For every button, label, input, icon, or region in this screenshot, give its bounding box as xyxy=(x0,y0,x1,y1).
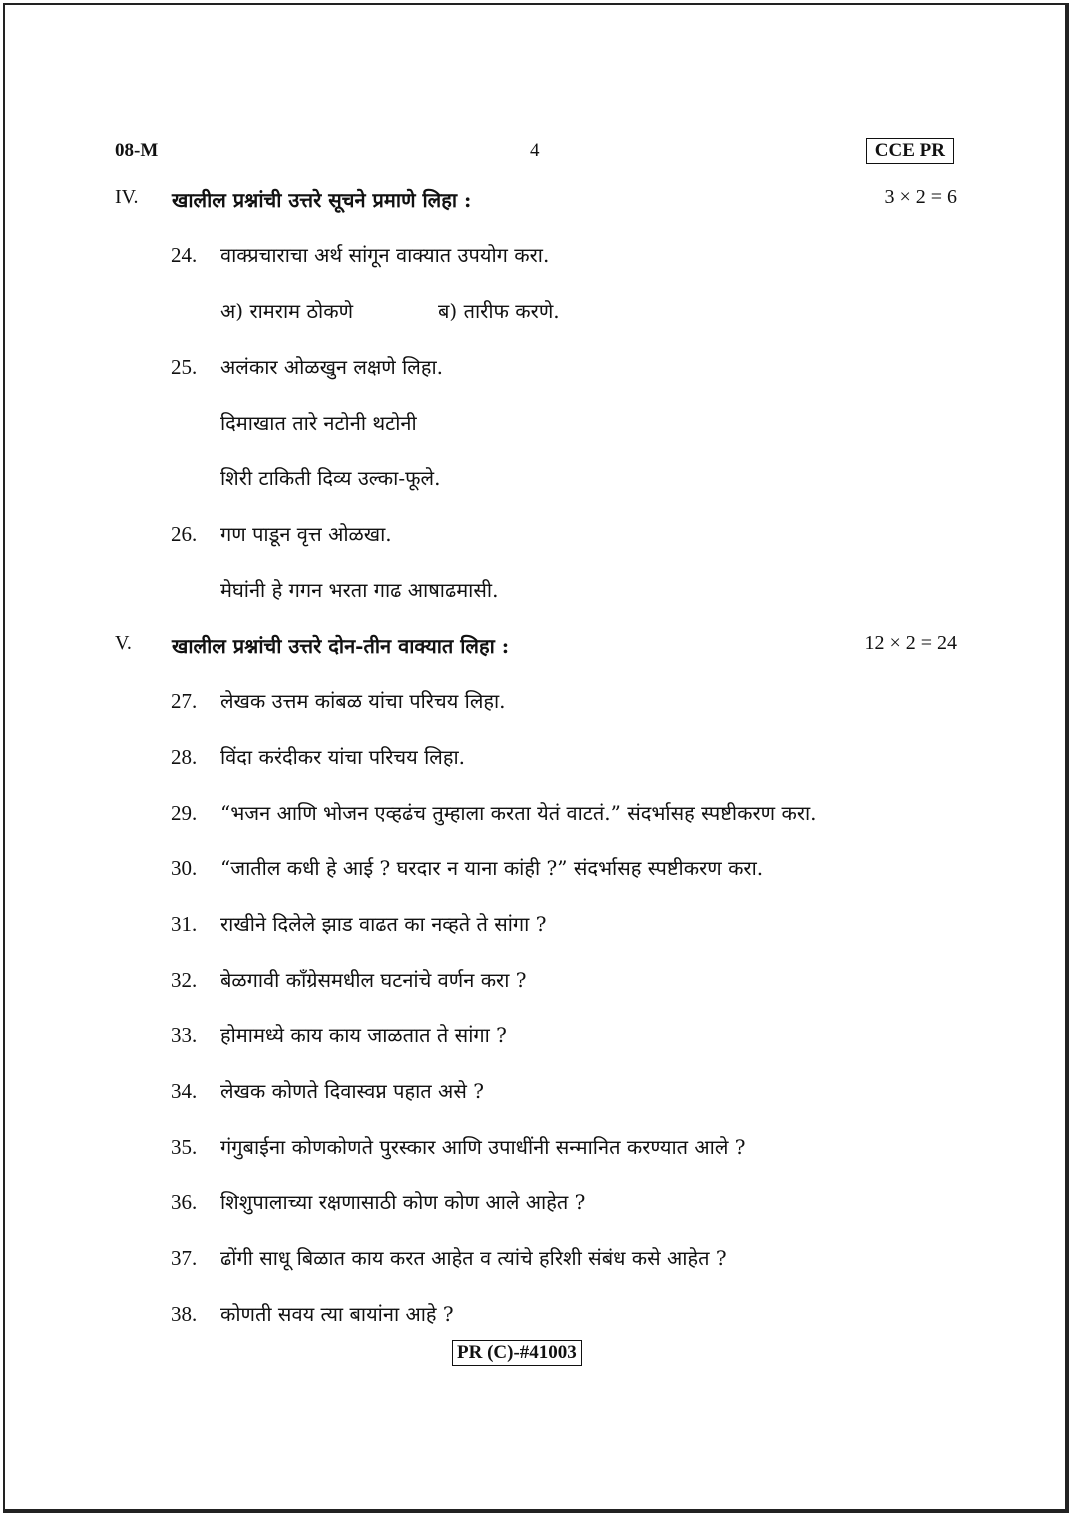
question-number: 32. xyxy=(171,968,198,992)
question-text: कोणती सवय त्या बायांना आहे ? xyxy=(220,1302,454,1326)
footer-code-badge: PR (C)-#41003 xyxy=(452,1340,582,1366)
question-text: राखीने दिलेले झाड वाढत का नव्हते ते सांगा ? xyxy=(220,912,547,936)
section-iv-heading xyxy=(115,186,957,216)
poem-line: दिमाखात तारे नटोनी थटोनी xyxy=(220,411,417,435)
question-30 xyxy=(171,854,763,881)
question-text: गण पाडून वृत्त ओळखा. xyxy=(220,522,392,546)
question-24-options xyxy=(220,297,560,324)
section-title: खालील प्रश्नांची उत्तरे सूचने प्रमाणे लिहा : xyxy=(172,188,472,212)
question-34 xyxy=(171,1077,484,1104)
section-number: IV. xyxy=(115,186,139,208)
question-number: 31. xyxy=(171,912,198,936)
question-number: 25. xyxy=(171,355,198,379)
question-text: अलंकार ओळखुन लक्षणे लिहा. xyxy=(220,355,444,379)
question-26 xyxy=(171,520,392,547)
poem-line: मेघांनी हे गगन भरता गाढ आषाढमासी. xyxy=(220,578,499,602)
question-text: वाक्प्रचाराचा अर्थ सांगून वाक्यात उपयोग करा. xyxy=(220,243,550,267)
question-number: 36. xyxy=(171,1190,198,1214)
question-24 xyxy=(171,241,549,268)
question-35 xyxy=(171,1133,746,1160)
question-text: शिशुपालाच्या रक्षणासाठी कोण कोण आले आहेत ? xyxy=(220,1190,586,1214)
question-number: 24. xyxy=(171,243,198,267)
question-29 xyxy=(171,799,817,826)
question-number: 26. xyxy=(171,522,198,546)
section-v-heading xyxy=(115,632,957,662)
question-text: ढोंगी साधू बिळात काय करत आहेत व त्यांचे हरिशी संबंध कसे आहेत ? xyxy=(220,1246,727,1270)
section-marks: 3 × 2 = 6 xyxy=(884,186,957,208)
paper-code: 08-M xyxy=(115,140,159,161)
question-number: 34. xyxy=(171,1079,198,1103)
question-25 xyxy=(171,353,443,380)
question-text: बेळगावी कॉंग्रेसमधील घटनांचे वर्णन करा ? xyxy=(220,968,527,992)
question-27 xyxy=(171,687,506,714)
page-border xyxy=(3,3,1069,1513)
page-number: 4 xyxy=(530,140,540,161)
question-number: 37. xyxy=(171,1246,198,1270)
question-number: 28. xyxy=(171,745,198,769)
question-text: गंगुबाईना कोणकोणते पुरस्कार आणि उपाधींनी सन्मानित करण्यात आले ? xyxy=(220,1135,746,1159)
question-text: होमामध्ये काय काय जाळतात ते सांगा ? xyxy=(220,1023,507,1047)
section-number: V. xyxy=(115,632,132,654)
question-text: “भजन आणि भोजन एव्हढंच तुम्हाला करता येतं वाटतं.” संदर्भासह स्पष्टीकरण करा. xyxy=(220,801,817,825)
question-text: लेखक कोणते दिवास्वप्न पहात असे ? xyxy=(220,1079,484,1103)
question-number: 33. xyxy=(171,1023,198,1047)
question-36 xyxy=(171,1188,585,1215)
poem-line: शिरी टाकिती दिव्य उल्का-फूले. xyxy=(220,466,441,490)
question-text: विंदा करंदीकर यांचा परिचय लिहा. xyxy=(220,745,465,769)
series-badge: CCE PR xyxy=(866,138,954,164)
option-b: ब) तारीफ करणे. xyxy=(438,299,560,323)
question-28 xyxy=(171,743,465,770)
question-32 xyxy=(171,966,527,993)
question-number: 27. xyxy=(171,689,198,713)
question-33 xyxy=(171,1021,507,1048)
question-37 xyxy=(171,1244,727,1271)
question-31 xyxy=(171,910,546,937)
question-text: “जातील कधी हे आई ? घरदार न याना कांही ?” संदर्भासह स्पष्टीकरण करा. xyxy=(220,856,764,880)
question-number: 30. xyxy=(171,856,198,880)
option-a: अ) रामराम ठोकणे xyxy=(220,299,354,323)
section-marks: 12 × 2 = 24 xyxy=(864,632,957,654)
question-number: 35. xyxy=(171,1135,198,1159)
question-number: 29. xyxy=(171,801,198,825)
section-title: खालील प्रश्नांची उत्तरे दोन-तीन वाक्यात लिहा : xyxy=(172,634,510,658)
question-text: लेखक उत्तम कांबळ यांचा परिचय लिहा. xyxy=(220,689,506,713)
question-number: 38. xyxy=(171,1302,198,1326)
page-header xyxy=(115,138,957,168)
question-38 xyxy=(171,1300,454,1327)
